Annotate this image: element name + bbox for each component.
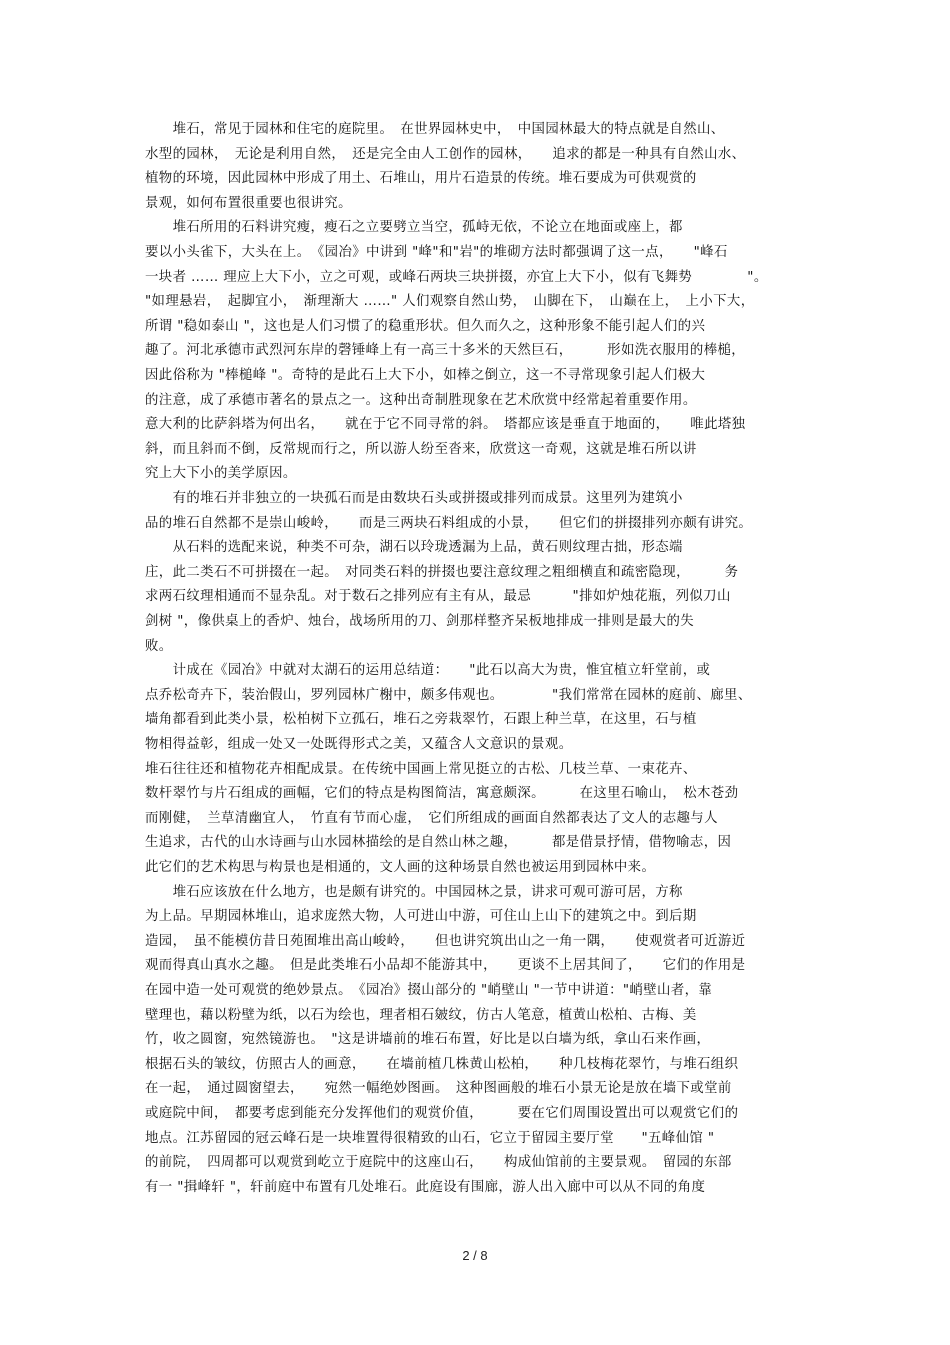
text-line: 观而得真山真水之趣。 但是此类堆石小品却不能游其中， 更谈不上居其间了， 它们的作用是 (145, 958, 746, 974)
text-line: 有一 "揖峰轩 "，轩前庭中布置有几处堆石。此庭设有围廊，游人出入廊中可以从不同的角度 (145, 1179, 706, 1195)
text-line: 为上品。早期园林堆山，追求庞然大物，人可进山中游，可住山上山下的建筑之中。到后期 (145, 909, 697, 925)
text-line: 要以小头雀下，大头在上。 《园冶》中讲到 "峰"和"岩"的堆砌方法时都强调了这一点， "峰石 (145, 245, 728, 260)
text-line: 地点。江苏留园的冠云峰石是一块堆置得很精致的山石，它立于留园主要厅堂 "五峰仙馆 " (145, 1130, 715, 1146)
text-line: 点乔松奇卉下，装治假山，罗列园林广榭中，颇多伟观也。 "我们常常在园林的庭前、廊里、 (145, 687, 752, 703)
text-line: 此它们的艺术构思与构景也是相通的，文人画的这种场景自然也被运用到园林中来。 (145, 860, 656, 875)
text-line: 在一起， 通过圆窗望去， 宛然一幅绝妙图画。 这种图画般的堆石小景无论是放在墙下或堂前 (145, 1081, 732, 1097)
text-line: 堆石所用的石料讲究瘦，瘦石之立要劈立当空，孤峙无依，不论立在地面或座上，都 (145, 220, 683, 236)
text-line: 造园， 虽不能模仿昔日苑囿堆出高山峻岭， 但也讲究筑出山之一角一隅， 使观赏者可近游近 (145, 933, 746, 949)
text-line: 墙角都看到此类小景，松柏树下立孤石，堆石之旁栽翠竹，石跟上种兰草，在这里，石与植 (145, 712, 697, 728)
text-line: 斜，而且斜而不倒，反常规而行之，所以游人纷至沓来，欣赏这一奇观，这就是堆石所以讲 (145, 441, 697, 457)
text-line: 计成在《园冶》中就对太湖石的运用总结道： "此石以高大为贵，惟宜植立轩堂前，或 (145, 663, 711, 679)
text-line: 堆石应该放在什么地方，也是颇有讲究的。中国园林之景，讲求可观可游可居，方称 (145, 884, 683, 900)
text-line: 堆石往往还和植物花卉相配成景。在传统中国画上常见挺立的古松、几枝兰草、一束花卉、 (145, 761, 697, 777)
text-line: 生追求，古代的山水诗画与山水园林描绘的是自然山林之趣， 都是借景抒情，借物喻志，因 (145, 835, 732, 851)
text-line: 求两石纹理相通而不显杂乱。对于数石之排列应有主有从，最忌 "排如炉烛花瓶，列似刀山 (145, 589, 731, 605)
text-line: 有的堆石并非独立的一块孤石而是由数块石头或拼掇或排列而成景。这里列为建筑小 (145, 491, 683, 506)
text-line: 究上大下小的美学原因。 (145, 466, 297, 482)
text-line: 从石料的选配来说，种类不可杂，湖石以玲珑透漏为上品，黄石则纹理古拙，形态端 (145, 540, 683, 556)
text-line: 水型的园林， 无论是利用自然， 还是完全由人工创作的园林， 追求的都是一种具有自然山水、 (145, 146, 746, 162)
text-line: 败。 (145, 638, 173, 654)
text-line: 数杆翠竹与片石组成的画幅，它们的特点是构图简洁，寓意颇深。 在这里石喻山， 松木苍劲 (145, 786, 739, 802)
text-line: 趣了。河北承德市武烈河东岸的磬锤峰上有一高三十多米的天然巨石， 形如洗衣服用的棒槌， (145, 343, 746, 359)
text-line: 因此俗称为 "棒槌峰 "。奇特的是此石上大下小，如棒之倒立，这一不寻常现象引起人们极大 (145, 368, 706, 383)
text-line: 植物的环境，因此园林中形成了用土、石堆山，用片石造景的传统。堆石要成为可供观赏的 (145, 171, 697, 187)
text-line: 一块者 …… 理应上大下小，立之可观，或峰石两块三块拼掇，亦宜上大下小，似有飞舞势 "。 (145, 269, 768, 285)
text-line: 所谓 "稳如泰山 "，这也是人们习惯了的稳重形状。但久而久之，这种形象不能引起人们的兴 (145, 318, 706, 334)
text-line: 物相得益彰，组成一处又一处既得形式之美，又蕴含人文意识的景观。 (145, 737, 573, 752)
text-line: 景观，如何布置很重要也很讲究。 (145, 195, 352, 211)
text-line: 品的堆石自然都不是崇山峻岭， 而是三两块石料组成的小景， 但它们的拼掇排列亦颇有讲究。 (145, 515, 753, 531)
text-line: 的注意，成了承德市著名的景点之一。这种出奇制胜现象在艺术欣赏中经常起着重要作用。 (145, 392, 697, 408)
page-number: 2 / 8 (462, 1248, 488, 1263)
text-line: 庄，此二类石不可拼掇在一起。 对同类石料的拼掇也要注意纹理之粗细横直和疏密隐现， 务 (145, 564, 739, 580)
text-line: 竹，收之圆窗，宛然镜游也。 "这是讲墙前的堆石布置，好比是以白墙为纸，拿山石来作画， (145, 1032, 711, 1048)
text-line: 根据石头的皱纹，仿照古人的画意， 在墙前植几株黄山松柏， 种几枝梅花翠竹，与堆石组织 (145, 1056, 739, 1072)
text-line: 堆石，常见于园林和住宅的庭院里。 在世界园林史中， 中国园林最大的特点就是自然山、 (145, 122, 725, 137)
text-line: 而刚健， 兰草清幽宜人， 竹直有节而心虚， 它们所组成的画面自然都表达了文人的志趣与人 (145, 810, 718, 826)
text-line: 的前院， 四周都可以观赏到屹立于庭院中的这座山石， 构成仙馆前的主要景观。 留园的东部 (145, 1155, 732, 1171)
text-line: 意大利的比萨斜塔为何出名， 就在于它不同寻常的斜。 塔都应该是垂直于地面的， 唯此塔独 (145, 417, 746, 433)
text-line: 剑树 "，像供桌上的香炉、烛台，战场所用的刀、剑那样整齐呆板地排成一排则是最大的失 (145, 614, 695, 629)
text-line: "如理悬岩， 起脚宜小， 渐理渐大 ……" 人们观察自然山势， 山脚在下， 山巅在上， 上小下大， (145, 294, 755, 310)
text-line: 或庭院中间， 都要考虑到能充分发挥他们的观赏价值， 要在它们周围设置出可以观赏它们的 (145, 1106, 739, 1121)
text-line: 壁理也，藉以粉壁为纸，以石为绘也，理者相石皴纹，仿古人笔意，植黄山松柏、古梅、美 (145, 1007, 697, 1023)
text-line: 在园中造一处可观赏的绝妙景点。 《园冶》掇山部分的 "峭壁山 "一节中讲道："峭壁山者，靠 (145, 983, 713, 998)
